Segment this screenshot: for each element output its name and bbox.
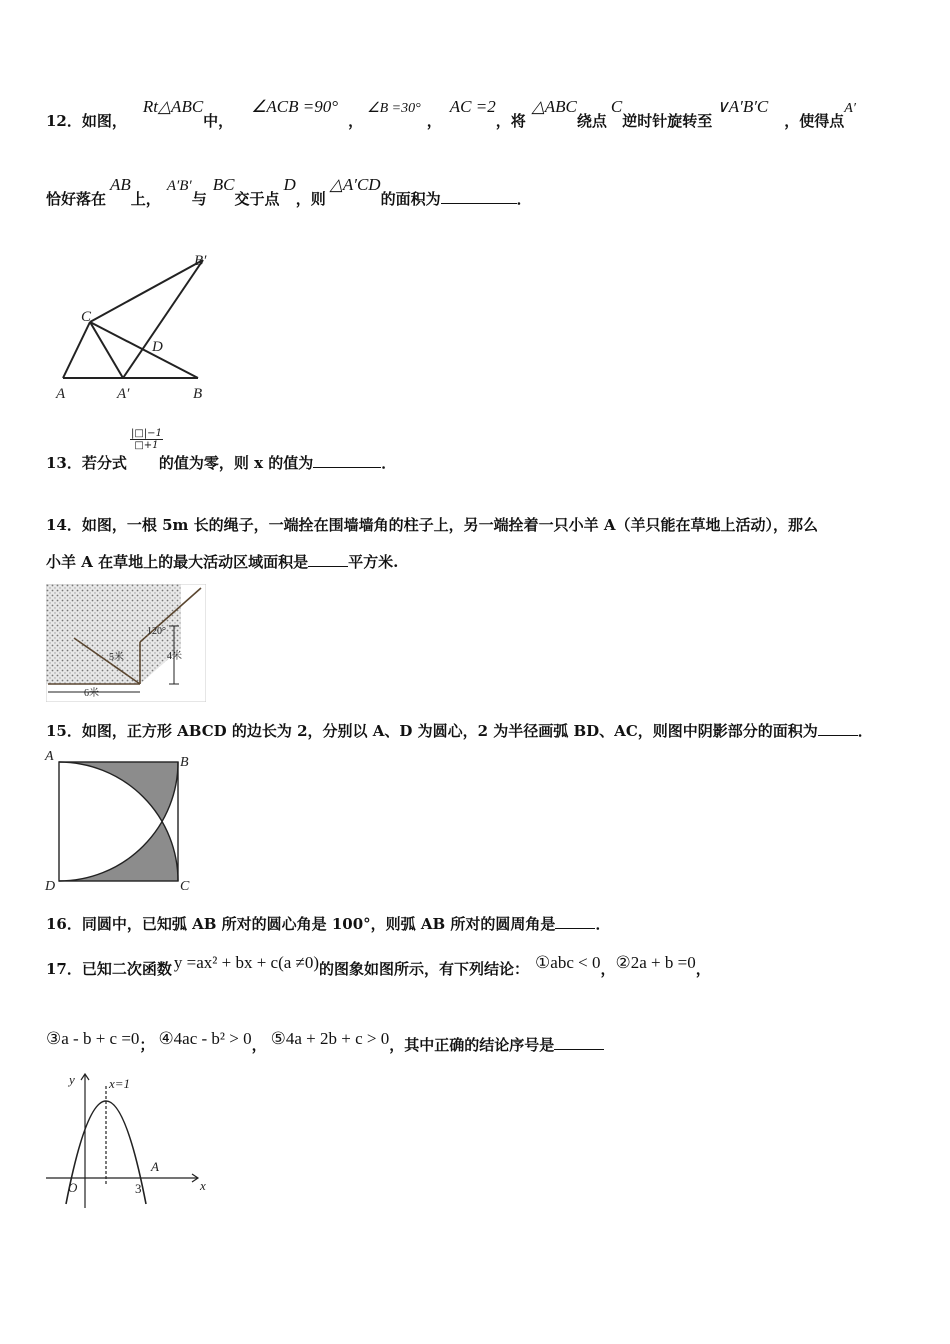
q17-tail: ，其中正确的结论序号是 xyxy=(389,1036,555,1054)
segment-ac xyxy=(63,322,90,378)
label-c: C xyxy=(180,879,190,892)
q17-text: 的图象如图所示，有下列结论： xyxy=(319,960,530,978)
q13-end: ． xyxy=(381,454,397,472)
q12-ab: AB xyxy=(110,175,131,194)
label-b: B xyxy=(193,386,203,402)
q12-text10: ，则 xyxy=(295,190,326,208)
q12-text8: 与 xyxy=(191,190,207,208)
label-a: A xyxy=(151,1159,159,1174)
q13-numerator: |□|−1 xyxy=(131,428,162,439)
q17-function: y =ax² + bx + c(a ≠0) xyxy=(173,953,320,972)
q12-text2: ，将 xyxy=(495,112,526,130)
q12-angle-acb: ∠ACB =90° xyxy=(251,97,339,116)
q12-text11: 的面积为 xyxy=(380,190,441,208)
q12-comma2: ， xyxy=(426,112,442,130)
label-c: C xyxy=(81,309,92,325)
q13-text: 的值为零，则 x 的值为 xyxy=(158,454,314,472)
q13-number: 13．若分式 xyxy=(46,454,127,472)
label-axis-x1: x=1 xyxy=(109,1076,131,1091)
label-x: x xyxy=(200,1178,206,1193)
shaded-bottom xyxy=(59,822,178,882)
q16-text: 16．同圆中，已知弧 AB 所对的圆心角是 100°，则弧 AB 所对的圆周角是 xyxy=(46,915,556,933)
q12-text7: 上， xyxy=(130,190,161,208)
q17-lead: 17．已知二次函数 xyxy=(46,960,172,978)
q12-triangle-figure xyxy=(48,248,228,404)
label-y: y xyxy=(69,1072,75,1087)
q12-bc: BC xyxy=(212,175,235,194)
shaded-top xyxy=(59,762,178,822)
q15-end: ． xyxy=(857,722,873,740)
q12-ac: AC =2 xyxy=(449,97,496,116)
q16-end: ． xyxy=(595,915,611,933)
q12-line2 xyxy=(46,175,532,209)
q17-parabola-figure xyxy=(40,1068,210,1214)
q12-text3: 绕点 xyxy=(576,112,607,130)
q17-conclusion-2: ②2a + b =0 xyxy=(615,953,696,972)
label-angle: 120° xyxy=(147,626,166,637)
q15-text: 15．如图，正方形 ABCD 的边长为 2，分别以 A、D 为圆心，2 为半径画弧 BD、AC，则图中阴影部分的面积为 xyxy=(46,722,818,740)
q12-text5: ，使得点 xyxy=(784,112,845,130)
q14-text: 小羊 A 在草地上的最大活动区域面积是 xyxy=(46,553,309,571)
label-b1: B′ xyxy=(194,253,207,269)
answer-blank[interactable] xyxy=(818,735,858,736)
answer-blank[interactable] xyxy=(313,467,381,468)
q12-end: ． xyxy=(516,190,532,208)
q17-line1 xyxy=(46,953,711,979)
q12-text4: 逆时针旋转至 xyxy=(622,112,713,130)
q13-denominator: □+1 xyxy=(134,440,159,451)
q12-rt: Rt△ABC xyxy=(142,97,204,116)
q12-triangle: △ABC xyxy=(531,97,577,116)
q17-sep: ； xyxy=(139,1036,155,1054)
label-b: B xyxy=(180,755,189,770)
q14-unit: 平方米. xyxy=(348,553,399,571)
q17-line2 xyxy=(46,1029,604,1055)
q13-fraction xyxy=(130,428,163,451)
q12-text: 中， xyxy=(203,112,234,130)
q15-square-figure xyxy=(44,748,196,892)
label-a1: A′ xyxy=(117,386,130,402)
q14-wall-figure xyxy=(46,584,206,702)
q17-sep: ， xyxy=(251,1036,267,1054)
answer-blank[interactable] xyxy=(441,203,517,204)
label-a: A xyxy=(56,386,66,402)
label-a: A xyxy=(45,749,54,764)
q17-conclusion-4: ④4ac - b² > 0 xyxy=(158,1029,252,1048)
q17-conclusion-1: ①abc < 0 xyxy=(535,953,601,972)
label-5m: 5米 xyxy=(109,652,124,663)
q12-number: 12．如图， xyxy=(46,112,127,130)
q15-line xyxy=(46,720,873,741)
q17-conclusion-3: ③a - b + c =0 xyxy=(46,1029,140,1048)
q12-text9: 交于点 xyxy=(234,190,280,208)
q12-point-a1: A′ xyxy=(844,101,856,116)
q12-a1b1: A′B′ xyxy=(166,178,192,194)
label-3: 3 xyxy=(135,1181,142,1196)
q12-line1 xyxy=(46,97,856,131)
q12-text6: 恰好落在 xyxy=(46,190,107,208)
answer-blank[interactable] xyxy=(555,928,595,929)
q16-line xyxy=(46,913,610,934)
segment-cb1 xyxy=(90,260,203,322)
answer-blank[interactable] xyxy=(308,566,348,567)
q17-sep: ， xyxy=(695,960,711,978)
answer-blank[interactable] xyxy=(554,1049,604,1050)
q12-a1cd: △A′CD xyxy=(329,175,381,194)
q12-comma: ， xyxy=(348,112,364,130)
label-4m: 4米 xyxy=(167,651,182,662)
q17-sep: ， xyxy=(600,960,616,978)
q12-point-c: C xyxy=(610,97,623,116)
q14-line1: 14．如图，一根 5m 长的绳子，一端拴在围墙墙角的柱子上，另一端拴着一只小羊 A（羊只能在草地上活动），那么 xyxy=(46,516,818,534)
q12-rotated-triangle: ∨A′B′C xyxy=(716,97,769,116)
q12-angle-b: ∠B =30° xyxy=(367,101,421,116)
q14-line2 xyxy=(46,551,398,572)
label-d: D xyxy=(152,339,163,355)
label-6m: 6米 xyxy=(84,688,99,699)
label-origin: O xyxy=(68,1180,78,1195)
q12-point-d: D xyxy=(283,175,296,194)
q13-line xyxy=(46,452,396,473)
q17-conclusion-5: ⑤4a + 2b + c > 0 xyxy=(270,1029,390,1048)
label-d: D xyxy=(45,879,56,892)
